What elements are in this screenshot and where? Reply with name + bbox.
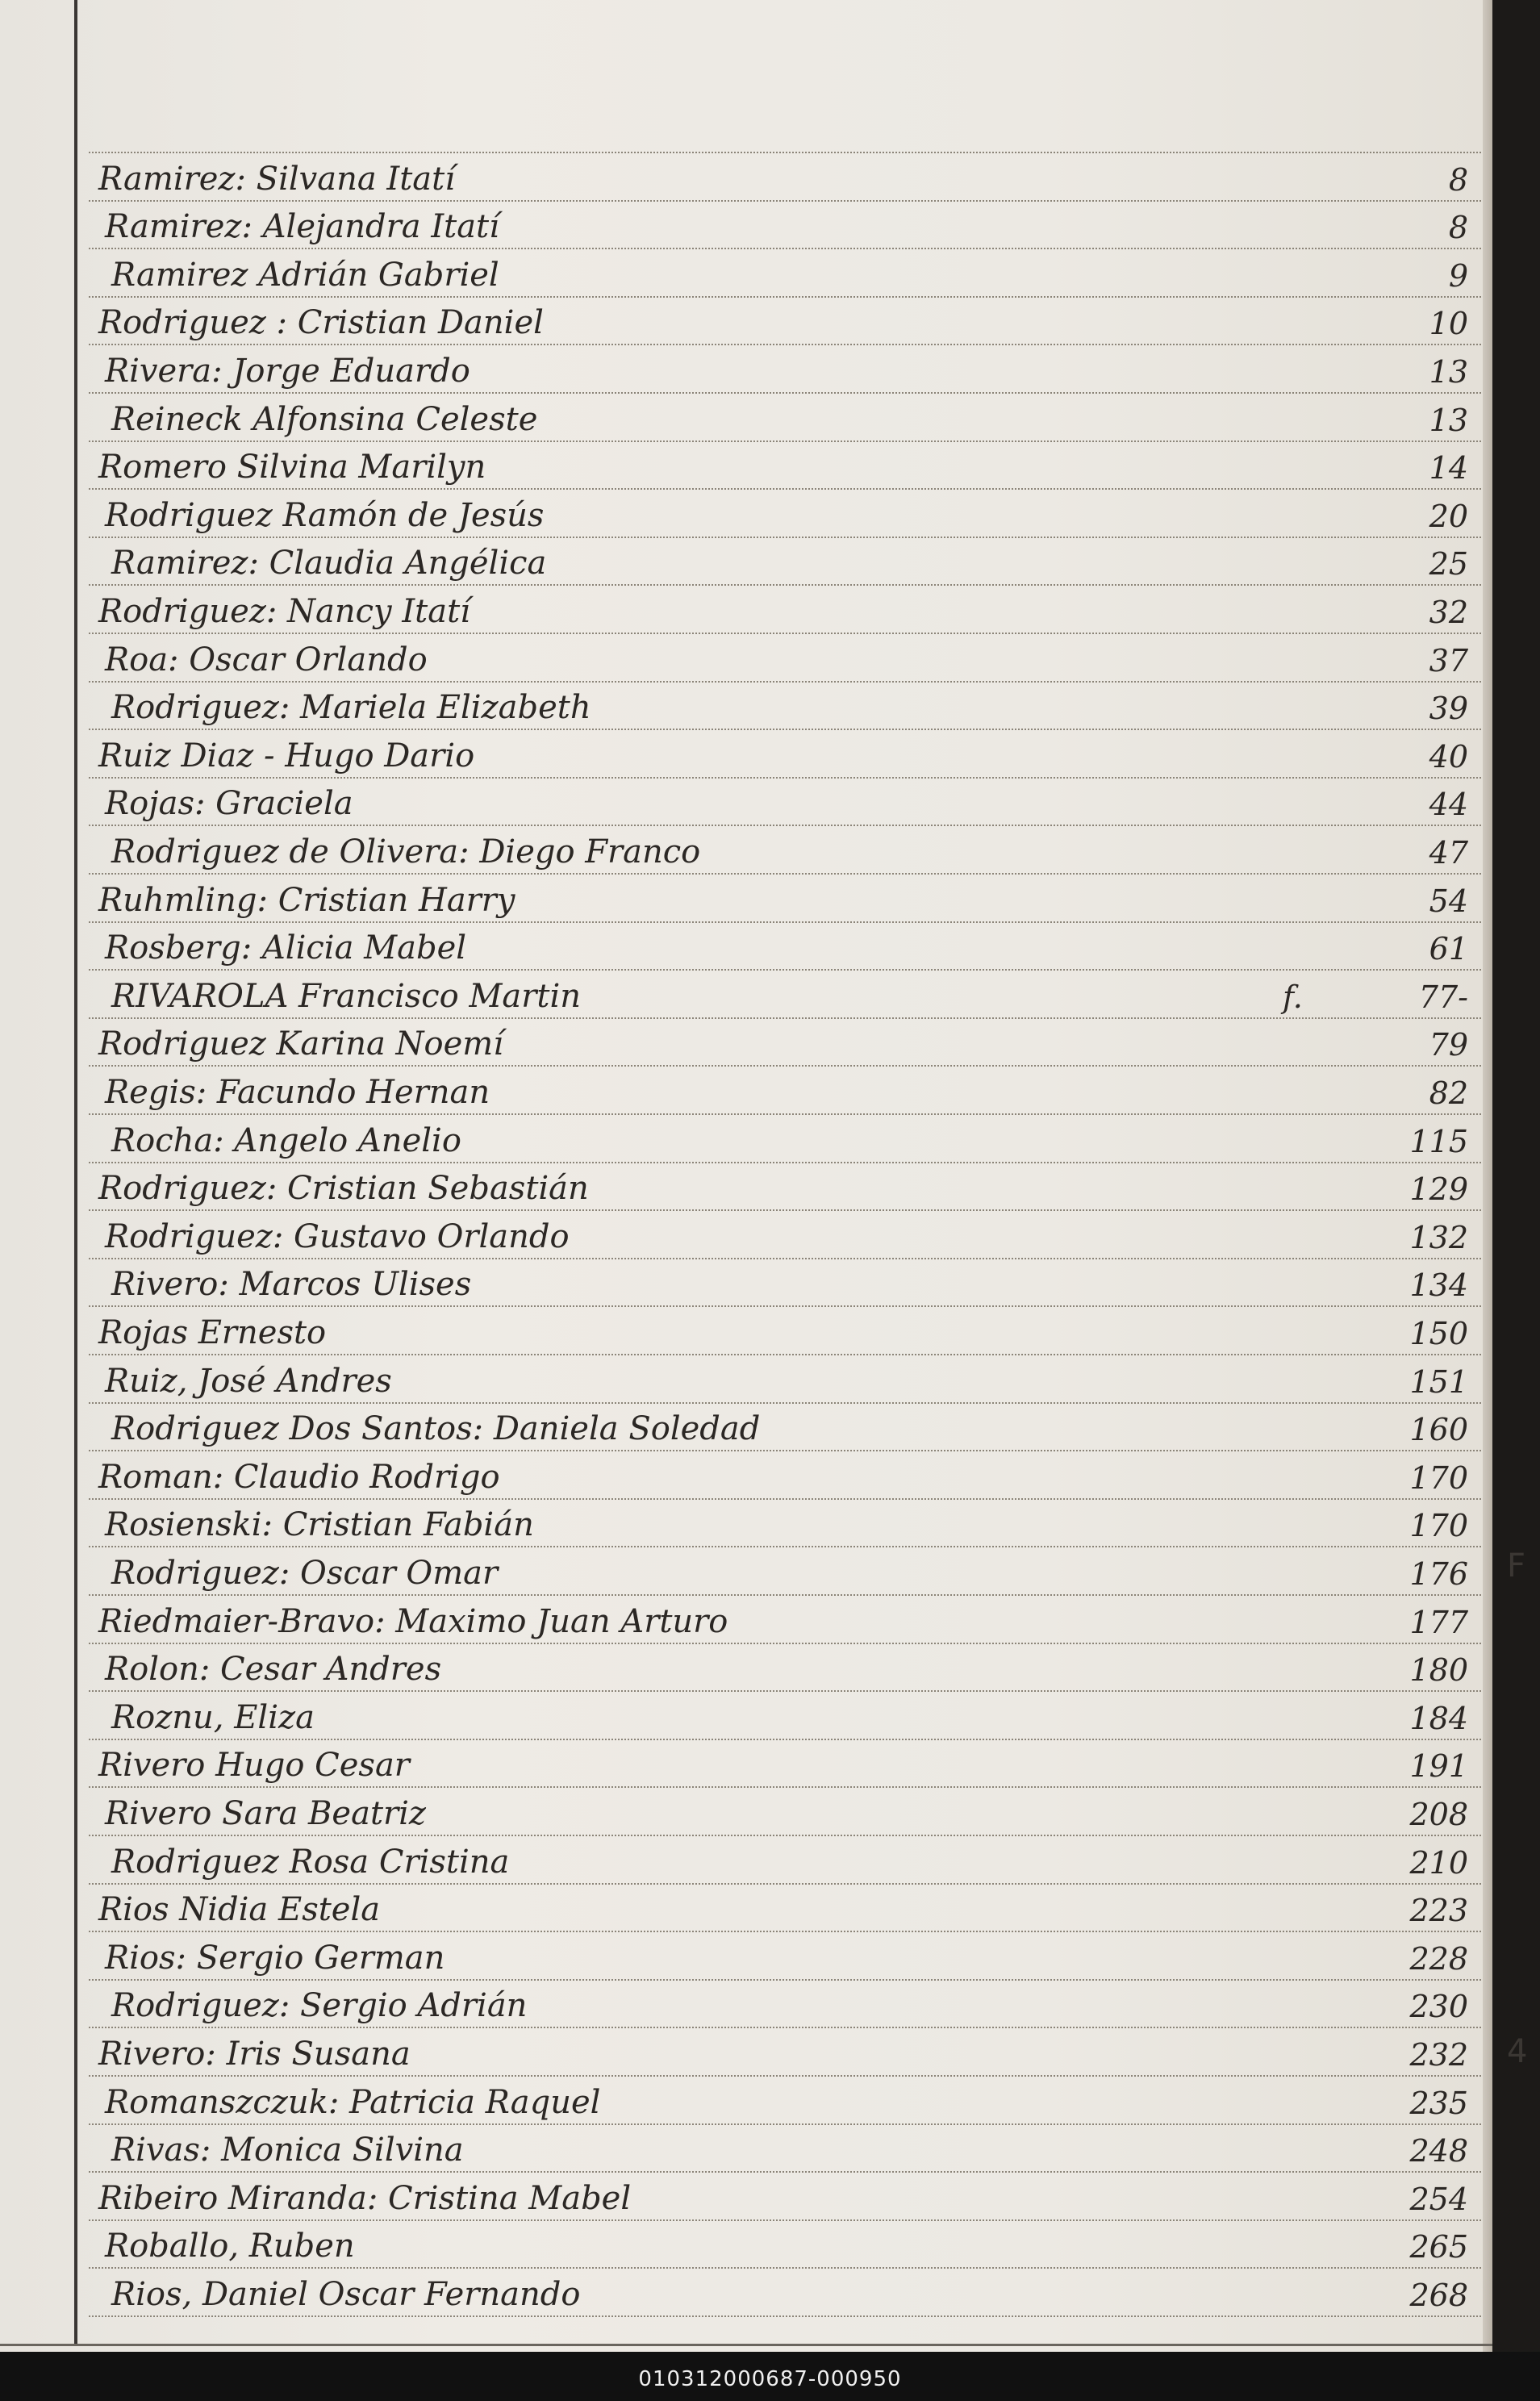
ruled-line bbox=[89, 1690, 1481, 1692]
entry-name: Rivero Sara Beatriz bbox=[105, 1795, 427, 1832]
entry-name: Rodriguez: Oscar Omar bbox=[111, 1555, 499, 1592]
ruled-line bbox=[89, 2075, 1481, 2077]
entry-page-number: 32 bbox=[1429, 595, 1468, 630]
entry-page-number: 268 bbox=[1409, 2278, 1468, 2313]
entry-page-number: 223 bbox=[1409, 1893, 1468, 1928]
entry-name: Rosienski: Cristian Fabián bbox=[105, 1506, 534, 1543]
entry-page-number: 180 bbox=[1409, 1652, 1468, 1688]
entry-page-number: 170 bbox=[1409, 1508, 1468, 1543]
ruled-line bbox=[89, 2123, 1481, 2125]
entry-page-number: 37 bbox=[1429, 643, 1468, 679]
ruled-line bbox=[89, 1594, 1481, 1596]
entry-name: Roballo, Ruben bbox=[105, 2228, 355, 2265]
ruled-line bbox=[89, 584, 1481, 586]
document-code: 010312000687-000950 bbox=[638, 2367, 902, 2391]
entry-page-number: 47 bbox=[1429, 835, 1468, 871]
entry-page-number: 151 bbox=[1409, 1364, 1468, 1400]
entry-name: Rivero: Marcos Ulises bbox=[111, 1266, 472, 1303]
ruled-line bbox=[89, 2027, 1481, 2028]
entry-name: Regis: Facundo Hernan bbox=[105, 1074, 490, 1111]
ruled-line bbox=[89, 921, 1481, 923]
entry-page-number: 25 bbox=[1429, 546, 1468, 582]
entry-name: Rocha: Angelo Anelio bbox=[111, 1122, 461, 1159]
entry-page-number: 208 bbox=[1409, 1797, 1468, 1832]
entry-page-number: 115 bbox=[1409, 1124, 1468, 1159]
ruled-line bbox=[89, 200, 1481, 202]
entry-name: Rodriguez Dos Santos: Daniela Soledad bbox=[111, 1410, 761, 1447]
entry-name: Rodriguez: Mariela Elizabeth bbox=[111, 689, 591, 726]
entry-name: Ramirez Adrián Gabriel bbox=[111, 257, 499, 294]
ruled-line bbox=[89, 1979, 1481, 1981]
ruled-line bbox=[89, 1113, 1481, 1115]
entry-name: Rodriguez: Nancy Itatí bbox=[98, 593, 470, 630]
entry-page-number: 54 bbox=[1429, 883, 1468, 919]
entry-name: Rojas Ernesto bbox=[98, 1314, 327, 1351]
entry-page-number: 39 bbox=[1429, 691, 1468, 726]
entry-name: Rios: Sergio German bbox=[105, 1940, 445, 1977]
entry-page-number: 170 bbox=[1409, 1460, 1468, 1496]
ruled-line bbox=[89, 1305, 1481, 1307]
margin-letter: F bbox=[1507, 1547, 1526, 1585]
ruled-line bbox=[89, 537, 1481, 538]
entry-name: Rodriguez : Cristian Daniel bbox=[98, 304, 544, 341]
ruled-line bbox=[89, 248, 1481, 249]
ruled-line bbox=[89, 2171, 1481, 2173]
entry-name: Ramirez: Alejandra Itatí bbox=[105, 208, 499, 245]
ruled-line bbox=[89, 1065, 1481, 1067]
entry-name: Rivas: Monica Silvina bbox=[111, 2132, 464, 2169]
entry-page-number: 13 bbox=[1429, 354, 1468, 390]
ruled-line bbox=[89, 1017, 1481, 1019]
entry-name: Roa: Oscar Orlando bbox=[105, 641, 428, 679]
entry-page-number: 228 bbox=[1409, 1941, 1468, 1977]
ruled-line bbox=[89, 1354, 1481, 1355]
entry-page-number: 14 bbox=[1429, 450, 1468, 486]
entry-name: Ribeiro Miranda: Cristina Mabel bbox=[98, 2180, 632, 2217]
entry-name: Rosberg: Alicia Mabel bbox=[105, 929, 467, 967]
entry-name: Rios Nidia Estela bbox=[98, 1891, 381, 1928]
entry-page-number: 9 bbox=[1448, 258, 1468, 294]
entry-page-number: 8 bbox=[1448, 210, 1468, 245]
entry-name: Ruhmling: Cristian Harry bbox=[98, 882, 515, 919]
entry-page-number: 79 bbox=[1429, 1027, 1468, 1063]
entry-page-number: 40 bbox=[1429, 739, 1468, 775]
ruled-line bbox=[89, 2315, 1481, 2317]
entry-page-number: 177 bbox=[1409, 1605, 1468, 1640]
entry-name: Reineck Alfonsina Celeste bbox=[111, 401, 538, 438]
entry-page-number: 13 bbox=[1429, 403, 1468, 438]
ruled-line bbox=[89, 1402, 1481, 1404]
ruled-line bbox=[89, 777, 1481, 779]
ruled-line bbox=[89, 392, 1481, 394]
entry-page-number: 134 bbox=[1409, 1267, 1468, 1303]
entry-name: Rios, Daniel Oscar Fernando bbox=[111, 2276, 581, 2313]
ruled-line bbox=[89, 633, 1481, 634]
ruled-line bbox=[89, 488, 1481, 490]
ruled-line bbox=[89, 969, 1481, 971]
entry-name: Rodriguez: Gustavo Orlando bbox=[105, 1218, 570, 1255]
entry-name: Ramirez: Silvana Itatí bbox=[98, 161, 456, 198]
entry-page-number: 265 bbox=[1409, 2229, 1468, 2265]
entry-name: Ramirez: Claudia Angélica bbox=[111, 545, 547, 582]
entry-page-number: 61 bbox=[1429, 931, 1468, 967]
entry-page-number: 20 bbox=[1429, 499, 1468, 534]
entry-page-number: 82 bbox=[1429, 1075, 1468, 1111]
entry-mark: f. bbox=[1283, 979, 1303, 1015]
ruled-line bbox=[89, 1498, 1481, 1500]
ruled-line bbox=[89, 1835, 1481, 1836]
entry-page-number: 232 bbox=[1409, 2037, 1468, 2073]
entry-name: RIVAROLA Francisco Martin bbox=[111, 978, 582, 1015]
ruled-line bbox=[89, 1643, 1481, 1644]
entry-name: Rivero Hugo Cesar bbox=[98, 1747, 410, 1784]
ruled-line bbox=[89, 152, 1481, 153]
ruled-line bbox=[89, 1546, 1481, 1547]
entry-page-number: 44 bbox=[1429, 787, 1468, 822]
entry-page-number: 254 bbox=[1409, 2182, 1468, 2217]
entry-page-number: 150 bbox=[1409, 1316, 1468, 1351]
ruled-line bbox=[89, 1786, 1481, 1788]
ruled-line bbox=[89, 1450, 1481, 1451]
ruled-line bbox=[89, 1162, 1481, 1163]
ruled-line bbox=[89, 2219, 1481, 2221]
entry-name: Rodriguez Karina Noemí bbox=[98, 1025, 503, 1063]
ruled-line bbox=[89, 729, 1481, 730]
entry-page-number: 248 bbox=[1409, 2133, 1468, 2169]
entry-name: Roman: Claudio Rodrigo bbox=[98, 1459, 500, 1496]
entry-name: Rodriguez: Sergio Adrián bbox=[111, 1987, 528, 2024]
entry-page-number: 129 bbox=[1409, 1171, 1468, 1207]
entry-page-number: 10 bbox=[1429, 306, 1468, 341]
entry-page-number: 132 bbox=[1409, 1220, 1468, 1255]
entry-name: Rojas: Graciela bbox=[105, 785, 353, 822]
entry-name: Ruiz Diaz - Hugo Dario bbox=[98, 737, 475, 775]
ruled-line bbox=[89, 681, 1481, 683]
ruled-line bbox=[89, 344, 1481, 345]
ruled-line bbox=[89, 2267, 1481, 2269]
ruled-line bbox=[89, 296, 1481, 298]
entry-page-number: 160 bbox=[1409, 1412, 1468, 1447]
entry-name: Rodriguez: Cristian Sebastián bbox=[98, 1170, 589, 1207]
entry-name: Ruiz, José Andres bbox=[105, 1363, 392, 1400]
entry-name: Rivera: Jorge Eduardo bbox=[105, 353, 470, 390]
ruled-line bbox=[89, 1258, 1481, 1259]
entry-page-number: 176 bbox=[1409, 1556, 1468, 1592]
entry-page-number: 184 bbox=[1409, 1701, 1468, 1736]
entry-name: Roznu, Eliza bbox=[111, 1699, 315, 1736]
entry-name: Rolon: Cesar Andres bbox=[105, 1651, 442, 1688]
entry-name: Rivero: Iris Susana bbox=[98, 2036, 411, 2073]
ruled-line bbox=[89, 441, 1481, 442]
entry-page-number: 230 bbox=[1409, 1989, 1468, 2024]
entry-name: Riedmaier-Bravo: Maximo Juan Arturo bbox=[98, 1603, 728, 1640]
entry-page-number: 210 bbox=[1409, 1845, 1468, 1881]
entry-name: Romero Silvina Marilyn bbox=[98, 449, 486, 486]
entry-name: Romanszczuk: Patricia Raquel bbox=[105, 2084, 601, 2121]
entry-page-number: 235 bbox=[1409, 2086, 1468, 2121]
margin-digit: 4 bbox=[1507, 2033, 1528, 2070]
ruled-line bbox=[89, 873, 1481, 875]
entry-name: Rodriguez Rosa Cristina bbox=[111, 1844, 510, 1881]
entry-page-number: 77- bbox=[1418, 979, 1468, 1015]
ruled-line bbox=[89, 1931, 1481, 1932]
entry-page-number: 191 bbox=[1409, 1748, 1468, 1784]
ruled-line bbox=[89, 1883, 1481, 1885]
entry-page-number: 8 bbox=[1448, 162, 1468, 198]
entry-name: Rodriguez Ramón de Jesús bbox=[105, 497, 545, 534]
entry-name: Rodriguez de Olivera: Diego Franco bbox=[111, 833, 701, 871]
ruled-line bbox=[89, 1209, 1481, 1211]
ruled-line bbox=[89, 1739, 1481, 1740]
ruled-line bbox=[89, 825, 1481, 826]
